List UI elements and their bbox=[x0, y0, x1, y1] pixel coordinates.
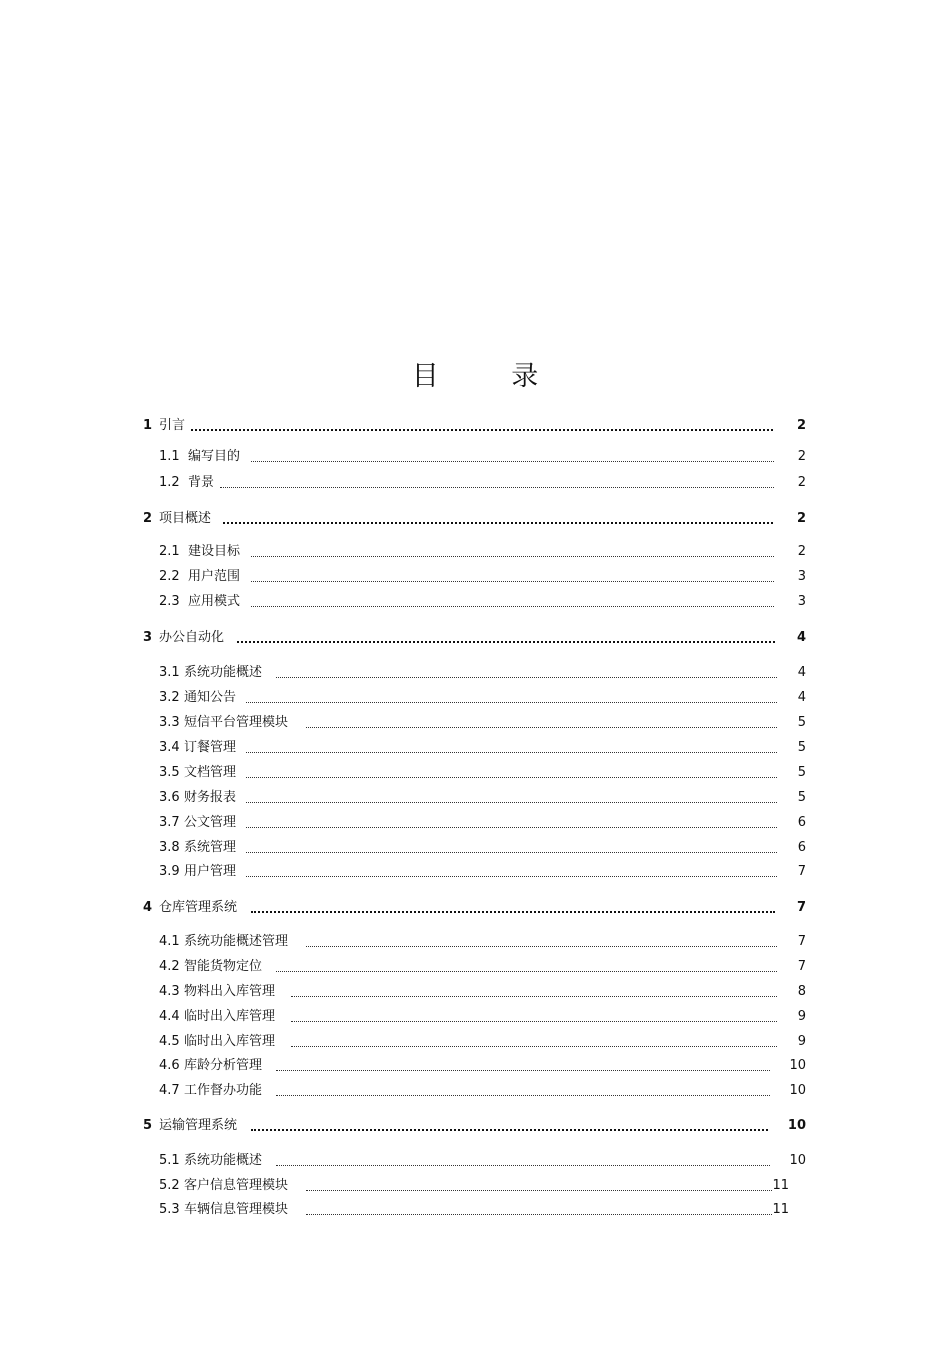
toc-entry-number: 3.5 bbox=[159, 765, 180, 780]
toc-entry-text: 临时出入库管理 bbox=[184, 1009, 276, 1024]
toc-leader bbox=[276, 1165, 770, 1166]
toc-entry-number: 3.7 bbox=[159, 815, 180, 830]
toc-entry-number: 1.1 bbox=[159, 449, 180, 464]
toc-entry-text: 引言 bbox=[159, 418, 186, 433]
toc-leader bbox=[251, 581, 774, 582]
toc-entry-number: 5 bbox=[143, 1118, 153, 1133]
toc-entry-text: 临时出入库管理 bbox=[184, 1034, 276, 1049]
toc-leader bbox=[276, 1095, 770, 1096]
toc-entry-page: 7 bbox=[797, 959, 806, 974]
toc-leader bbox=[276, 1070, 770, 1071]
toc-entry-4-2[interactable] bbox=[159, 957, 806, 975]
toc-entry-page: 10 bbox=[789, 1083, 806, 1098]
toc-entry-page: 5 bbox=[797, 740, 806, 755]
toc-entry-number: 5.1 bbox=[159, 1153, 180, 1168]
toc-entry-page: 6 bbox=[797, 840, 806, 855]
toc-entry-text: 运输管理系统 bbox=[159, 1118, 238, 1133]
toc-entry-text: 物料出入库管理 bbox=[184, 984, 276, 999]
toc-entry-text: 仓库管理系统 bbox=[159, 900, 238, 915]
toc-entry-2-1[interactable] bbox=[159, 542, 806, 560]
toc-entry-page: 10 bbox=[787, 1118, 806, 1133]
toc-entry-text: 系统功能概述管理 bbox=[184, 934, 289, 949]
toc-entry-text: 建设目标 bbox=[188, 544, 241, 559]
toc-leader bbox=[220, 487, 774, 488]
toc-entry-text: 工作督办功能 bbox=[184, 1083, 263, 1098]
toc-title: 目 录 bbox=[411, 361, 571, 392]
toc-entry-3-7[interactable] bbox=[159, 813, 806, 831]
toc-entry-text: 应用模式 bbox=[188, 594, 241, 609]
toc-entry-4-1[interactable] bbox=[159, 932, 806, 950]
toc-entry-text: 系统功能概述 bbox=[184, 665, 263, 680]
toc-entry-5[interactable] bbox=[143, 1116, 806, 1134]
toc-entry-text: 公文管理 bbox=[184, 815, 237, 830]
toc-entry-1-2[interactable] bbox=[159, 473, 806, 491]
toc-entry-number: 4.1 bbox=[159, 934, 180, 949]
toc-entry-3-9[interactable] bbox=[159, 862, 806, 880]
toc-entry-number: 2.1 bbox=[159, 544, 180, 559]
toc-entry-text: 短信平台管理模块 bbox=[184, 715, 289, 730]
toc-leader bbox=[246, 702, 777, 703]
toc-entry-text: 车辆信息管理模块 bbox=[184, 1202, 289, 1217]
toc-leader bbox=[246, 827, 777, 828]
toc-leader bbox=[306, 946, 777, 947]
toc-entry-page: 4 bbox=[797, 665, 806, 680]
toc-entry-text: 通知公告 bbox=[184, 690, 237, 705]
toc-entry-3-2[interactable] bbox=[159, 688, 806, 706]
toc-entry-page: 9 bbox=[797, 1009, 806, 1024]
toc-entry-text: 编写目的 bbox=[188, 449, 241, 464]
toc-entry-page: 5 bbox=[797, 790, 806, 805]
toc-entry-text: 背景 bbox=[188, 475, 215, 490]
toc-entry-number: 4.7 bbox=[159, 1083, 180, 1098]
toc-entry-number: 3.2 bbox=[159, 690, 180, 705]
toc-entry-4-5[interactable] bbox=[159, 1032, 806, 1050]
toc-leader bbox=[251, 461, 774, 462]
toc-entry-page: 2 bbox=[797, 544, 806, 559]
toc-leader bbox=[191, 429, 773, 431]
toc-entry-text: 系统功能概述 bbox=[184, 1153, 263, 1168]
toc-entry-3-5[interactable] bbox=[159, 763, 806, 781]
toc-entry-number: 2.3 bbox=[159, 594, 180, 609]
toc-entry-text: 财务报表 bbox=[184, 790, 237, 805]
toc-entry-page: 2 bbox=[796, 418, 806, 433]
toc-leader bbox=[237, 641, 775, 643]
toc-entry-5-2[interactable] bbox=[159, 1176, 789, 1194]
toc-entry-number: 3.6 bbox=[159, 790, 180, 805]
toc-entry-4[interactable] bbox=[143, 898, 806, 916]
toc-entry-page: 7 bbox=[797, 864, 806, 879]
toc-entry-page: 6 bbox=[797, 815, 806, 830]
toc-entry-number: 1 bbox=[143, 418, 153, 433]
toc-entry-text: 用户管理 bbox=[184, 864, 237, 879]
toc-entry-text: 订餐管理 bbox=[184, 740, 237, 755]
toc-leader bbox=[223, 522, 773, 524]
toc-leader bbox=[276, 677, 777, 678]
toc-entry-page: 3 bbox=[797, 569, 806, 584]
toc-entry-text: 库龄分析管理 bbox=[184, 1058, 263, 1073]
toc-entry-number: 3.4 bbox=[159, 740, 180, 755]
toc-entry-number: 4.2 bbox=[159, 959, 180, 974]
toc-entry-4-3[interactable] bbox=[159, 982, 806, 1000]
toc-entry-4-7[interactable] bbox=[159, 1081, 806, 1099]
toc-leader bbox=[306, 1214, 772, 1215]
toc-entry-text: 文档管理 bbox=[184, 765, 237, 780]
toc-entry-1[interactable] bbox=[143, 416, 806, 434]
toc-entry-page: 4 bbox=[796, 630, 806, 645]
toc-leader bbox=[246, 802, 777, 803]
toc-entry-page: 8 bbox=[797, 984, 806, 999]
toc-leader bbox=[291, 1046, 777, 1047]
toc-entry-3-4[interactable] bbox=[159, 738, 806, 756]
toc-leader bbox=[246, 777, 777, 778]
toc-leader bbox=[246, 752, 777, 753]
toc-entry-5-1[interactable] bbox=[159, 1151, 806, 1169]
toc-leader bbox=[306, 1190, 772, 1191]
toc-entry-number: 3.9 bbox=[159, 864, 180, 879]
toc-entry-3-6[interactable] bbox=[159, 788, 806, 806]
toc-entry-2[interactable] bbox=[143, 509, 806, 527]
toc-leader bbox=[306, 727, 777, 728]
toc-entry-2-3[interactable] bbox=[159, 592, 806, 610]
toc-entry-number: 4 bbox=[143, 900, 153, 915]
toc-entry-text: 项目概述 bbox=[159, 511, 212, 526]
toc-entry-page: 4 bbox=[797, 690, 806, 705]
toc-entry-page: 9 bbox=[797, 1034, 806, 1049]
toc-entry-3-3[interactable] bbox=[159, 713, 806, 731]
toc-leader bbox=[291, 996, 777, 997]
toc-entry-number: 4.4 bbox=[159, 1009, 180, 1024]
toc-entry-number: 5.3 bbox=[159, 1202, 180, 1217]
toc-entry-page: 7 bbox=[796, 900, 806, 915]
toc-entry-page: 2 bbox=[797, 449, 806, 464]
toc-entry-page: 10 bbox=[789, 1153, 806, 1168]
toc-entry-number: 3.3 bbox=[159, 715, 180, 730]
toc-entry-page: 7 bbox=[797, 934, 806, 949]
toc-leader bbox=[246, 852, 777, 853]
toc-entry-text: 客户信息管理模块 bbox=[184, 1178, 289, 1193]
toc-entry-text: 智能货物定位 bbox=[184, 959, 263, 974]
toc-entry-page: 5 bbox=[797, 715, 806, 730]
toc-leader bbox=[251, 606, 774, 607]
toc-entry-page: 11 bbox=[772, 1202, 789, 1217]
toc-leader bbox=[251, 1129, 768, 1131]
toc-entry-page: 11 bbox=[772, 1178, 789, 1193]
toc-entry-number: 3 bbox=[143, 630, 153, 645]
toc-entry-3-1[interactable] bbox=[159, 663, 806, 681]
toc-entry-text: 系统管理 bbox=[184, 840, 237, 855]
toc-entry-number: 4.3 bbox=[159, 984, 180, 999]
toc-entry-page: 2 bbox=[797, 475, 806, 490]
toc-entry-number: 4.5 bbox=[159, 1034, 180, 1049]
toc-entry-text: 办公自动化 bbox=[159, 630, 225, 645]
toc-entry-3[interactable] bbox=[143, 628, 806, 646]
toc-entry-5-3[interactable] bbox=[159, 1200, 789, 1218]
toc-entry-3-8[interactable] bbox=[159, 838, 806, 856]
toc-entry-number: 3.8 bbox=[159, 840, 180, 855]
toc-leader bbox=[251, 911, 775, 913]
toc-entry-page: 5 bbox=[797, 765, 806, 780]
toc-entry-text: 用户范围 bbox=[188, 569, 241, 584]
toc-entry-number: 5.2 bbox=[159, 1178, 180, 1193]
toc-entry-4-6[interactable] bbox=[159, 1056, 806, 1074]
toc-leader bbox=[246, 876, 777, 877]
toc-entry-number: 1.2 bbox=[159, 475, 180, 490]
toc-leader bbox=[251, 556, 774, 557]
toc-entry-number: 3.1 bbox=[159, 665, 180, 680]
toc-entry-number: 2 bbox=[143, 511, 153, 526]
toc-entry-4-4[interactable] bbox=[159, 1007, 806, 1025]
toc-entry-page: 3 bbox=[797, 594, 806, 609]
toc-entry-1-1[interactable] bbox=[159, 447, 806, 465]
toc-entry-page: 2 bbox=[796, 511, 806, 526]
toc-entry-2-2[interactable] bbox=[159, 567, 806, 585]
toc-leader bbox=[291, 1021, 777, 1022]
toc-entry-number: 2.2 bbox=[159, 569, 180, 584]
toc-leader bbox=[276, 971, 777, 972]
toc-entry-page: 10 bbox=[789, 1058, 806, 1073]
toc-entry-number: 4.6 bbox=[159, 1058, 180, 1073]
